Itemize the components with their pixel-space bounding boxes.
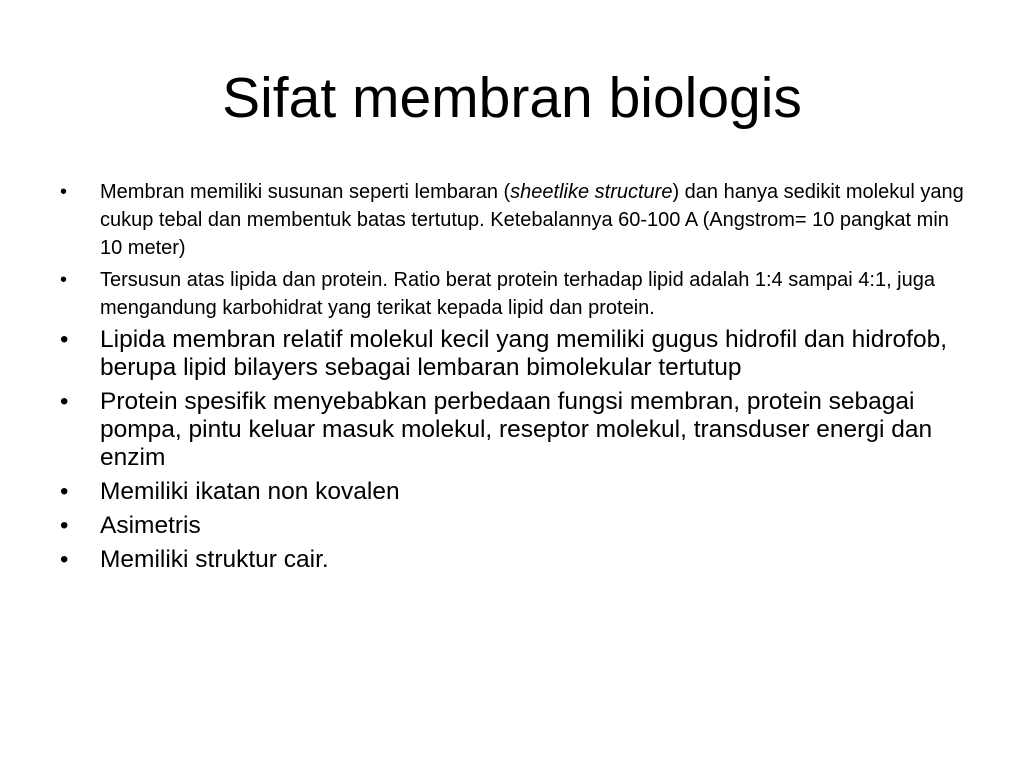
bullet-dot: • bbox=[60, 546, 69, 573]
bullet-dot: • bbox=[60, 388, 69, 415]
bullet-item-6 bbox=[60, 512, 970, 540]
bullet-item-3 bbox=[60, 326, 970, 382]
bullet-text: Lipida membran relatif molekul kecil yang memiliki gugus hidrofil dan hidrofob, berupa lipid bilayers sebagai lembaran bimolekular tertutup bbox=[100, 326, 948, 381]
bullet-item-7 bbox=[60, 546, 970, 574]
bullet-text: Protein spesifik menyebabkan perbedaan fungsi membran, protein sebagai pompa, pintu keluar masuk molekul, reseptor molekul, transduser energi dan enzim bbox=[100, 388, 933, 471]
bullet-text: Tersusun atas lipida dan protein. Ratio berat protein terhadap lipid adalah 1:4 sampai 4:1, juga mengandung karbohidrat yang terikat kepada lipid dan protein. bbox=[100, 269, 935, 319]
bullet-text: Memiliki struktur cair. bbox=[100, 546, 329, 573]
bullet-dot: • bbox=[60, 478, 69, 505]
bullet-text: Memiliki ikatan non kovalen bbox=[100, 478, 400, 505]
bullet-text-after: ) dan hanya sedikit molekul yang cukup tebal dan membentuk batas tertutup. Ketebalannya 60-100 A (Angstrom= 10 pangkat min 10 meter) bbox=[100, 181, 964, 259]
bullet-dot: • bbox=[60, 326, 69, 353]
bullet-dot: • bbox=[60, 269, 68, 291]
bullet-text: Asimetris bbox=[100, 512, 201, 539]
bullet-item-1 bbox=[60, 178, 970, 262]
bullet-dot: • bbox=[60, 512, 69, 539]
slide-title: Sifat membran biologis bbox=[222, 66, 802, 130]
bullet-item-5 bbox=[60, 478, 970, 506]
bullet-dot: • bbox=[60, 181, 68, 203]
bullet-list bbox=[60, 178, 970, 580]
bullet-item-2 bbox=[60, 266, 970, 322]
bullet-text-italic: sheetlike structure bbox=[510, 181, 673, 203]
bullet-text-before: Membran memiliki susunan seperti lembaran ( bbox=[100, 181, 511, 203]
bullet-item-4 bbox=[60, 388, 970, 472]
